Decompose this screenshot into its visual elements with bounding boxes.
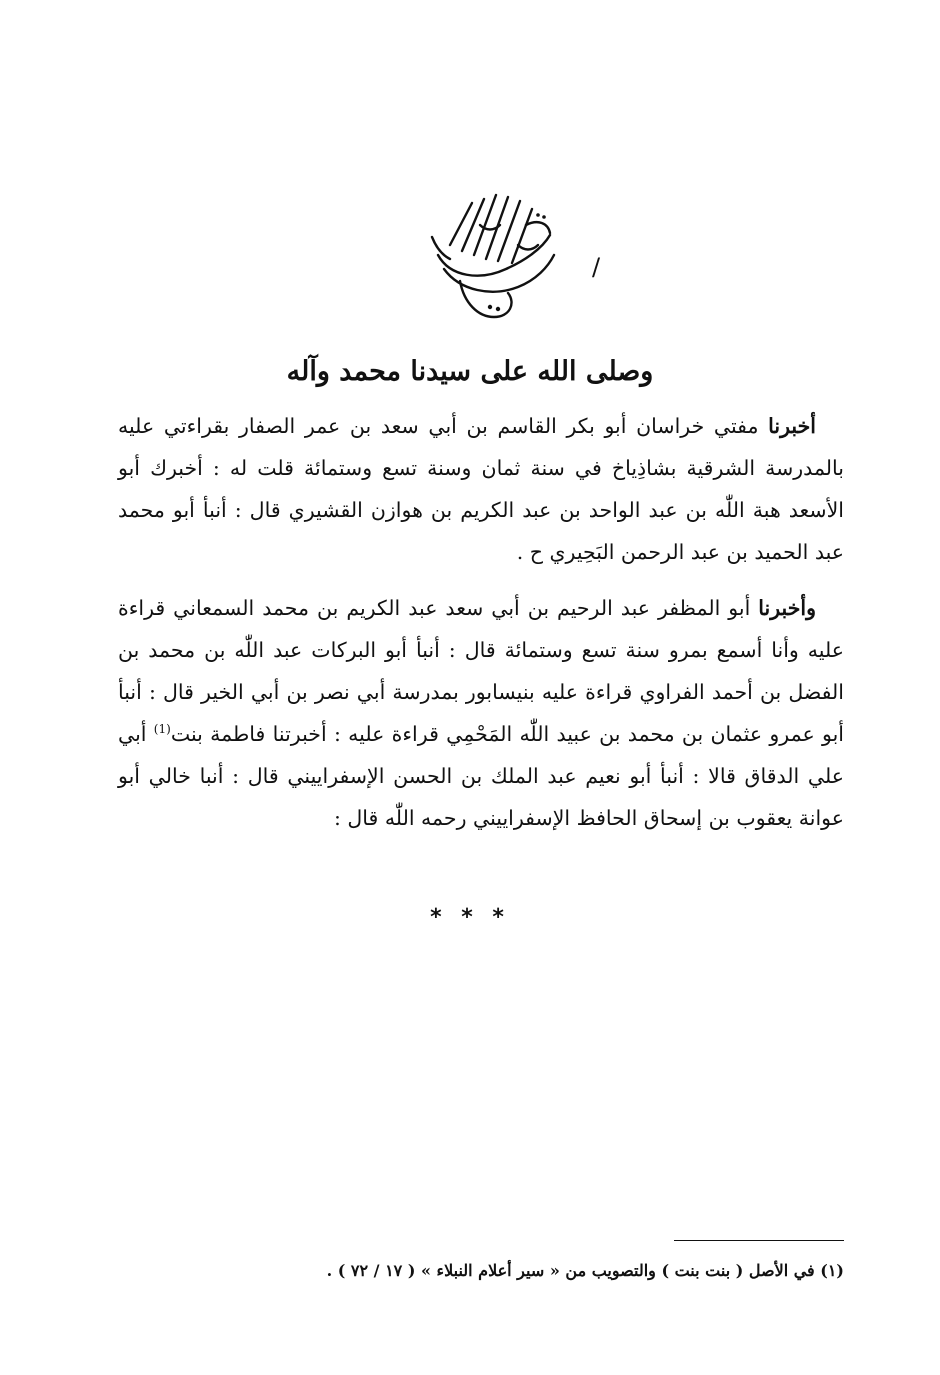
basmala-calligraphy	[420, 185, 570, 325]
paragraph-2-lead: وأخبرنا	[758, 596, 816, 620]
paragraph-1	[118, 405, 844, 573]
footnote-reference[interactable]: (1)	[153, 722, 171, 737]
footnote-divider	[674, 1240, 844, 1241]
paragraph-2-text-part-2: أبي علي الدقاق قالا : أنبأ أبو نعيم عبد الملك بن الحسن الإسفراييني قال : أنبا خالي أبو عوانة يعقوب بن إسحاق الحافظ الإسفراييني رحمه اللّٰه قال :	[118, 722, 844, 830]
footnote: (١) في الأصل ( بنت بنت ) والتصويب من « سير أعلام النبلاء » ( ١٧ / ٧٢ ) .	[326, 1261, 844, 1280]
paragraph-1-lead: أخبرنا	[768, 414, 816, 438]
paragraph-1-text: مفتي خراسان أبو بكر القاسم بن أبي سعد بن عمر الصفار بقراءتي عليه بالمدرسة الشرقية بشاذِياخ في سنة ثمان وسنة تسع وستمائة قلت له : أخبرك أبو الأسعد هبة اللّٰه بن عبد الواحد بن عبد الكريم بن هوازن القشيري قال : أنبأ أبو محمد عبد الحميد بن عبد الرحمن البَحِيري ح .	[118, 414, 844, 564]
basmala-calligraphy-drawing	[420, 185, 570, 325]
paragraph-2	[118, 587, 844, 839]
paragraph-2-text-part-1: أبو المظفر عبد الرحيم بن أبي سعد عبد الكريم بن محمد السمعاني قراءة عليه وأنا أسمع بمرو سنة تسع وستمائة قال : أنبأ أبو البركات عبد اللّٰه بن محمد بن الفضل بن أحمد الفراوي قراءة عليه بنيسابور بمدرسة أبي نصر بن أبي الخير قال : أنبأ أبو عمرو عثمان بن محمد بن عبيد اللّٰه المَحْمِي قراءة عليه : أخبرتنا فاطمة بنت	[118, 596, 844, 746]
marginal-slash-mark: /	[592, 253, 601, 281]
main-text	[118, 405, 844, 853]
section-separator: * * *	[430, 905, 510, 930]
page-heading: وصلى الله على سيدنا محمد وآله	[286, 356, 654, 387]
